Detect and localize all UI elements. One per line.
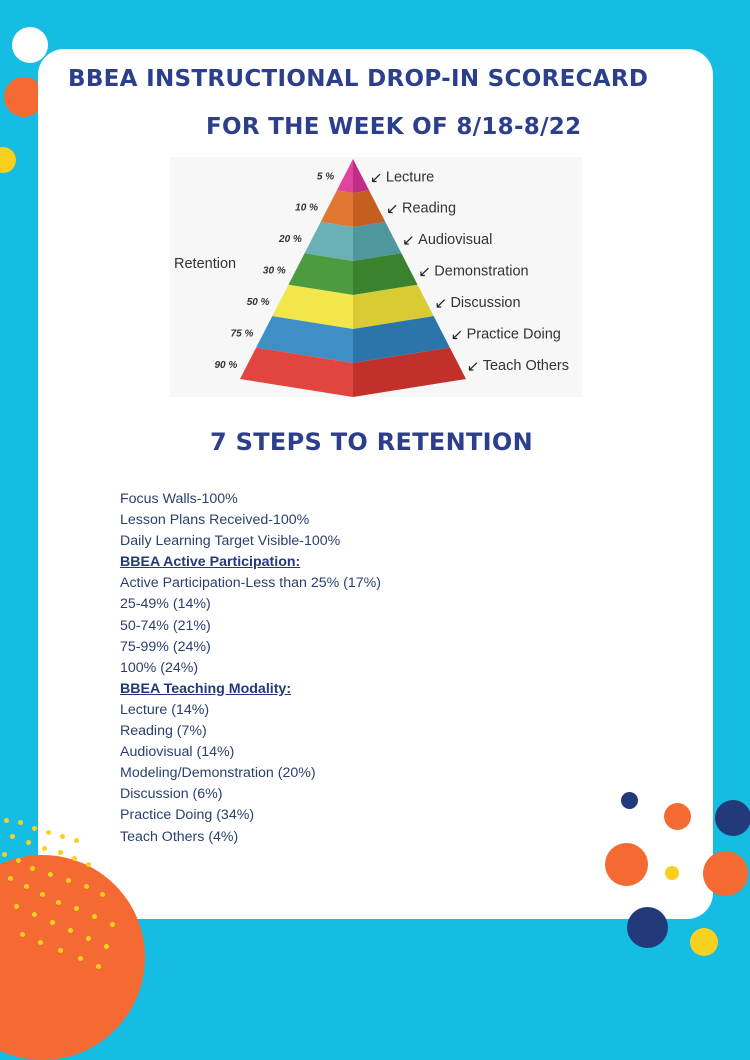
sprinkle-dot (92, 914, 97, 919)
sprinkle-dot (96, 964, 101, 969)
pyramid-label-0: Lecture (385, 169, 435, 186)
sprinkle-dot (38, 940, 43, 945)
pyramid-label-4: Discussion (450, 295, 521, 311)
list-heading: BBEA Teaching Modality: (120, 680, 292, 697)
sprinkle-dot (4, 818, 9, 823)
arrow-icon: ↙ (434, 295, 448, 312)
pyramid-pct-1: 10 % (295, 202, 318, 214)
arrow-icon: ↙ (386, 200, 399, 218)
list-heading: BBEA Active Participation: (120, 554, 301, 571)
pyramid-label-6: Teach Others (482, 357, 569, 374)
decor-white-dot (12, 27, 48, 63)
retention-pyramid (170, 157, 582, 397)
sprinkle-dot (16, 858, 21, 863)
decor-navy-dot-small (621, 792, 638, 809)
decor-orange-dot-right (703, 851, 748, 896)
page-title-line1: BBEA INSTRUCTIONAL DROP-IN SCORECARD (68, 66, 649, 92)
sprinkle-dot (32, 826, 37, 831)
decor-yellow-dot (0, 147, 16, 173)
pyramid-label-5: Practice Doing (466, 326, 561, 343)
pyramid-label-1: Reading (402, 200, 457, 217)
arrow-icon: ↙ (402, 232, 415, 250)
decor-orange-dot-small (664, 803, 691, 830)
sprinkle-dot (18, 820, 23, 825)
pyramid-pct-0: 5 % (316, 171, 335, 183)
list-item: 100% (24%) (120, 659, 199, 676)
arrow-icon: ↙ (369, 169, 383, 187)
list-item: Focus Walls-100% (120, 491, 238, 507)
list-item: Daily Learning Target Visible-100% (120, 533, 341, 550)
sprinkle-dot (26, 840, 31, 845)
pyramid-label-3: Demonstration (434, 263, 529, 280)
sprinkle-dot (40, 892, 45, 897)
sprinkle-dot (10, 834, 15, 839)
sprinkle-dot (24, 884, 29, 889)
list-item: Reading (7%) (120, 723, 207, 740)
pyramid-pct-2: 20 % (279, 234, 302, 246)
section-heading: 7 STEPS TO RETENTION (210, 428, 533, 456)
pyramid-pct-3: 30 % (262, 265, 286, 277)
sprinkle-dot (74, 906, 79, 911)
arrow-icon: ↙ (450, 326, 464, 344)
sprinkle-dot (74, 838, 79, 843)
sprinkle-dot (86, 936, 91, 941)
decor-navy-dot-bottom (627, 907, 668, 948)
arrow-icon: ↙ (466, 357, 480, 375)
sprinkle-dot (78, 956, 83, 961)
sprinkle-dot (58, 948, 63, 953)
sprinkle-dot (104, 944, 109, 949)
decor-yellow-dot-tiny (665, 866, 679, 880)
sprinkle-dot (58, 850, 63, 855)
sprinkle-dot (14, 904, 19, 909)
sprinkle-dot (84, 884, 89, 889)
pyramid-label-2: Audiovisual (418, 232, 493, 249)
list-item: Lecture (14%) (120, 701, 210, 718)
sprinkle-dot (72, 856, 77, 861)
arrow-icon: ↙ (418, 263, 431, 281)
sprinkle-dot (68, 928, 73, 933)
list-item: 75-99% (24%) (120, 638, 211, 655)
sprinkle-dot (50, 920, 55, 925)
decor-navy-dot-right (715, 800, 750, 836)
sprinkle-dot (86, 862, 91, 867)
list-item: Practice Doing (34%) (120, 807, 255, 824)
sprinkle-dot (48, 872, 53, 877)
list-item: 25-49% (14%) (120, 596, 211, 613)
list-item: 50-74% (21%) (120, 617, 211, 634)
sprinkle-dot (30, 866, 35, 871)
list-item: Active Participation-Less than 25% (17%) (120, 575, 382, 592)
list-item: Discussion (6%) (120, 786, 223, 803)
scorecard-list (120, 489, 381, 848)
sprinkle-dot (42, 846, 47, 851)
list-item: Modeling/Demonstration (20%) (120, 765, 316, 782)
sprinkle-dot (2, 852, 7, 857)
page-title-line2: FOR THE WEEK OF 8/18-8/22 (206, 114, 582, 140)
sprinkle-dot (100, 892, 105, 897)
sprinkle-dot (110, 922, 115, 927)
pyramid-pct-4: 50 % (246, 297, 270, 308)
sprinkle-dot (32, 912, 37, 917)
pyramid-pct-5: 75 % (230, 328, 254, 340)
sprinkle-dot (46, 830, 51, 835)
pyramid-pct-6: 90 % (214, 359, 238, 371)
sprinkle-dot (8, 876, 13, 881)
sprinkle-dot (56, 900, 61, 905)
sprinkle-dot (60, 834, 65, 839)
retention-side-label: Retention (174, 256, 237, 272)
list-item: Teach Others (4%) (120, 828, 239, 845)
decor-yellow-dot-bottom (690, 928, 718, 956)
sprinkle-dot (66, 878, 71, 883)
list-item: Audiovisual (14%) (120, 744, 235, 761)
list-item: Lesson Plans Received-100% (120, 512, 310, 529)
decor-orange-dot-large (605, 843, 648, 886)
sprinkle-dot (20, 932, 25, 937)
